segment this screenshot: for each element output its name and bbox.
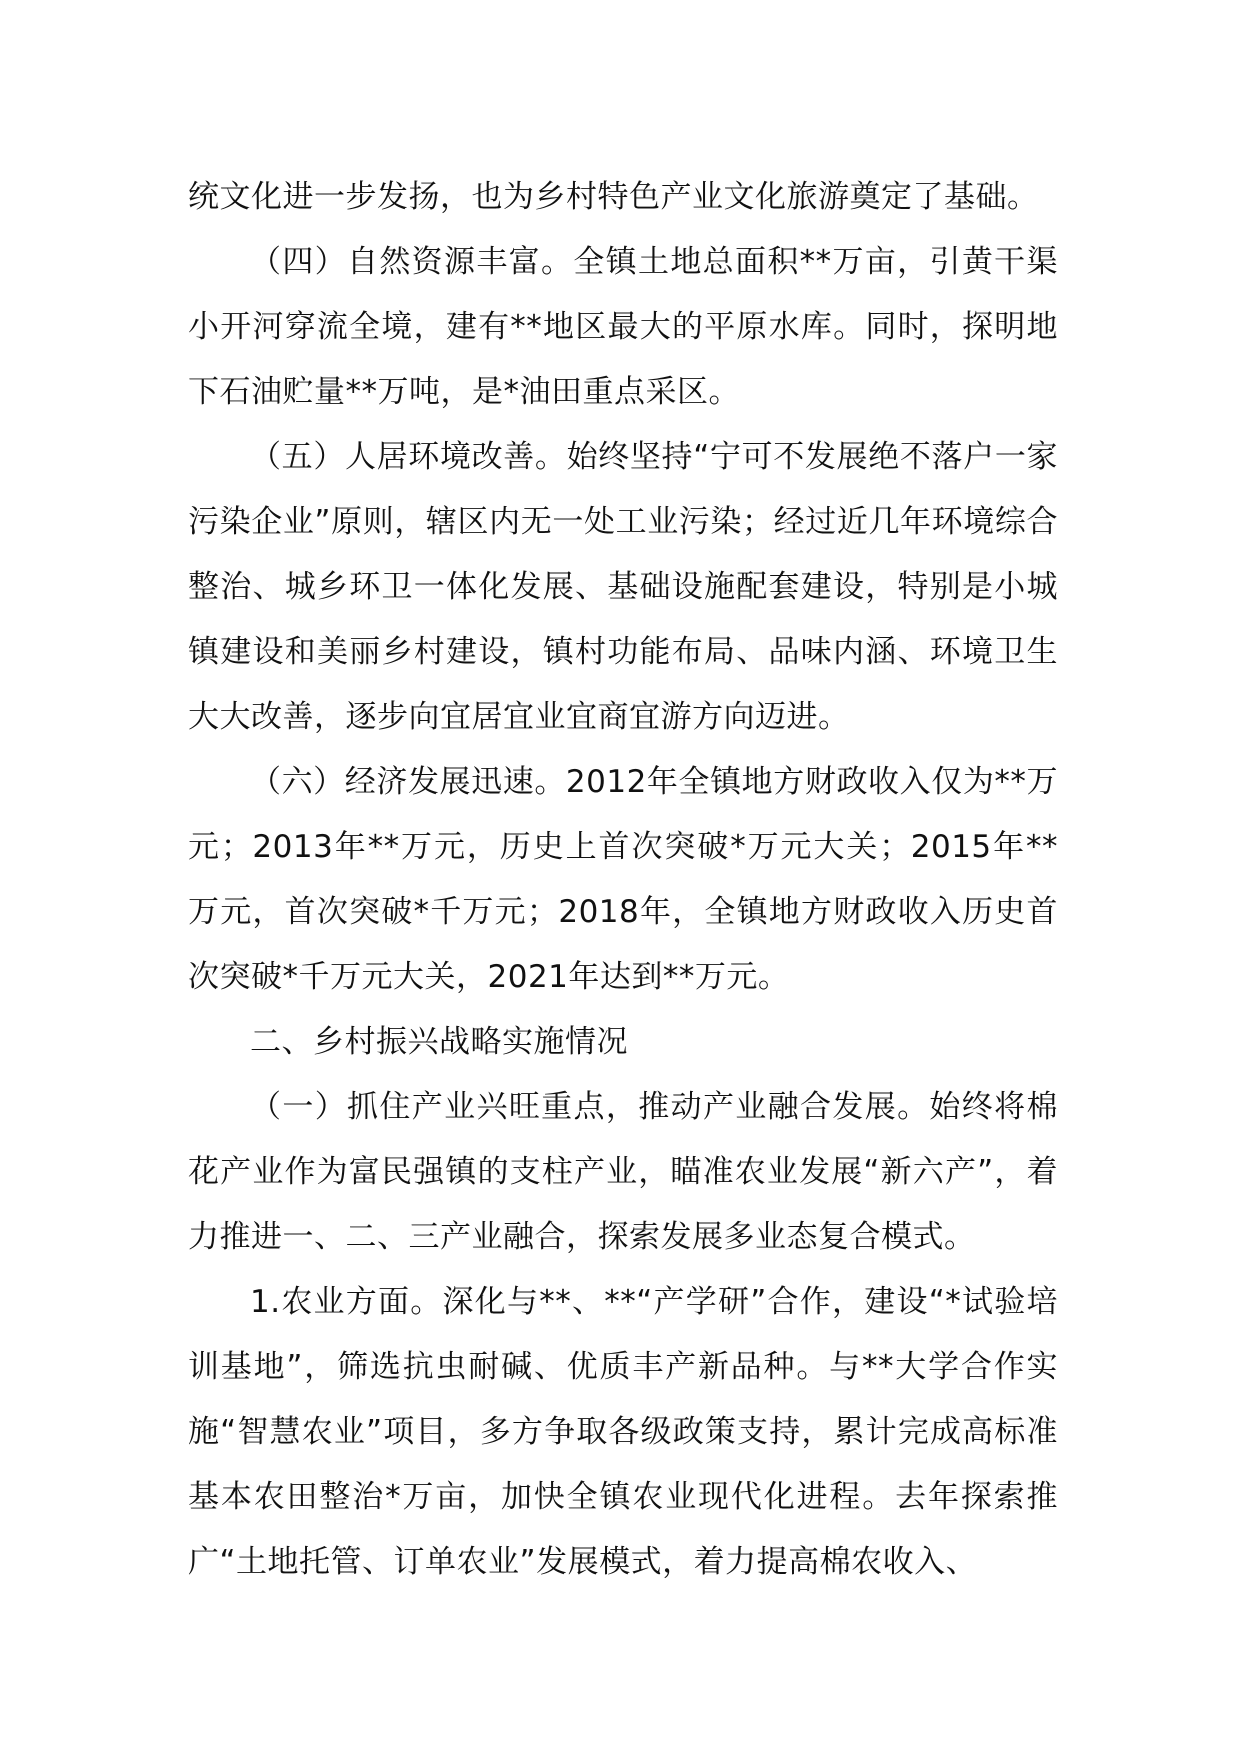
paragraph-economic-development: （六）经济发展迅速。2012年全镇地方财政收入仅为**万元；2013年**万元，历史上首次突破*万元大关；2015年**万元，首次突破*千万元；2018年，全镇地方财政收入历史首次突破*千万元大关，2021年达到**万元。 bbox=[188, 764, 1058, 995]
paragraph-living-environment: （五）人居环境改善。始终坚持“宁可不发展绝不落户一家污染企业”原则，辖区内无一处工业污染；经过近几年环境综合整治、城乡环卫一体化发展、基础设施配套建设，特别是小城镇建设和美丽乡村建设，镇村功能布局、品味内涵、环境卫生大大改善，逐步向宜居宜业宜商宜游方向迈进。 bbox=[188, 439, 1058, 735]
body-text bbox=[188, 165, 1058, 1595]
paragraph-continuation: 统文化进一步发扬，也为乡村特色产业文化旅游奠定了基础。 bbox=[188, 179, 1039, 215]
paragraph-natural-resources: （四）自然资源丰富。全镇土地总面积**万亩，引黄干渠小开河穿流全境，建有**地区最大的平原水库。同时，探明地下石油贮量**万吨，是*油田重点采区。 bbox=[188, 244, 1058, 410]
paragraph-industry-prosperity: （一）抓住产业兴旺重点，推动产业融合发展。始终将棉花产业作为富民强镇的支柱产业，瞄准农业发展“新六产”，着力推进一、二、三产业融合，探索发展多业态复合模式。 bbox=[188, 1089, 1058, 1255]
paragraph-agriculture: 1.农业方面。深化与**、**“产学研”合作，建设“*试验培训基地”，筛选抗虫耐碱、优质丰产新品种。与**大学合作实施“智慧农业”项目，多方争取各级政策支持，累计完成高标准基本农田整治*万亩，加快全镇农业现代化进程。去年探索推广“土地托管、订单农业”发展模式，着力提高棉农收入、 bbox=[188, 1284, 1058, 1580]
section-heading: 二、乡村振兴战略实施情况 bbox=[250, 1024, 628, 1060]
